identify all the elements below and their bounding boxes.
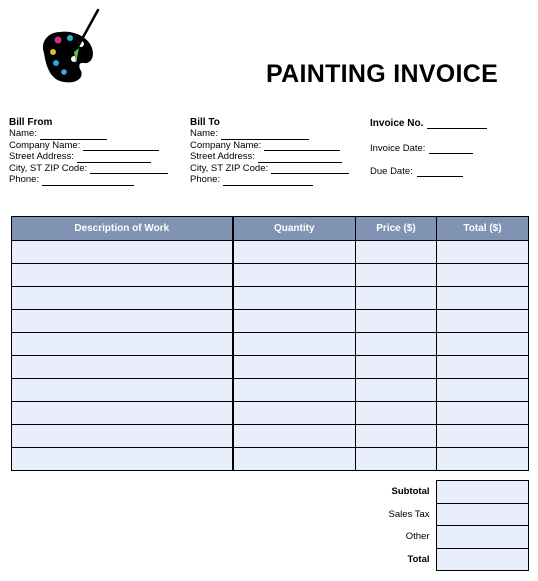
price-cell[interactable]	[356, 402, 437, 425]
total-cell[interactable]	[437, 264, 529, 287]
bill-to-company[interactable]	[190, 140, 349, 152]
quantity-cell[interactable]	[233, 287, 356, 310]
blank-line[interactable]	[83, 142, 159, 151]
price-cell[interactable]	[356, 379, 437, 402]
price-cell[interactable]	[356, 356, 437, 379]
description-cell[interactable]	[12, 379, 233, 402]
other-cell[interactable]	[436, 526, 528, 549]
due-date-label: Due Date:	[370, 166, 413, 177]
page-title: PAINTING INVOICE	[266, 60, 499, 88]
due-date-field[interactable]	[370, 166, 463, 177]
table-row	[12, 448, 529, 471]
blank-line[interactable]	[42, 177, 134, 186]
table-row	[12, 241, 529, 264]
quantity-cell[interactable]	[233, 425, 356, 448]
invoice-number-field[interactable]	[370, 118, 487, 129]
subtotal-cell[interactable]	[436, 481, 528, 504]
table-row	[12, 287, 529, 310]
quantity-cell[interactable]	[233, 310, 356, 333]
field-label: Phone:	[9, 174, 40, 185]
totals-row-total	[356, 548, 528, 571]
bill-from-name[interactable]	[9, 128, 168, 140]
price-cell[interactable]	[356, 287, 437, 310]
description-cell[interactable]	[12, 310, 233, 333]
price-cell[interactable]	[356, 425, 437, 448]
description-cell[interactable]	[12, 241, 233, 264]
quantity-cell[interactable]	[233, 241, 356, 264]
table-row	[12, 356, 529, 379]
field-label: City, ST ZIP Code:	[190, 162, 269, 174]
blank-line[interactable]	[264, 142, 340, 151]
total-cell[interactable]	[437, 310, 529, 333]
blank-line[interactable]	[429, 145, 473, 154]
invoice-number-label: Invoice No.	[370, 118, 424, 129]
bill-from-section	[9, 117, 168, 186]
total-label: Total	[407, 553, 430, 565]
line-items-table	[11, 216, 529, 471]
bill-to-heading: Bill To	[190, 117, 220, 128]
field-label: Name:	[190, 128, 218, 139]
description-cell[interactable]	[12, 402, 233, 425]
quantity-cell[interactable]	[233, 356, 356, 379]
bill-from-heading: Bill From	[9, 117, 53, 128]
field-label: Company Name:	[9, 139, 81, 151]
paint-palette-icon	[36, 8, 106, 88]
blank-line[interactable]	[417, 168, 463, 177]
table-body	[12, 241, 529, 471]
quantity-cell[interactable]	[233, 264, 356, 287]
bill-from-street[interactable]	[9, 151, 168, 163]
total-cell[interactable]	[437, 425, 529, 448]
table-row	[12, 402, 529, 425]
description-cell[interactable]	[12, 287, 233, 310]
total-cell[interactable]	[437, 402, 529, 425]
table-row	[12, 310, 529, 333]
totals-row-sales-tax	[356, 503, 528, 526]
column-header-total: Total ($)	[437, 217, 529, 241]
blank-line[interactable]	[90, 165, 168, 174]
table-row	[12, 264, 529, 287]
bill-from-city[interactable]	[9, 163, 168, 175]
price-cell[interactable]	[356, 264, 437, 287]
total-cell[interactable]	[437, 448, 529, 471]
field-label: Name:	[9, 128, 37, 139]
price-cell[interactable]	[356, 333, 437, 356]
bill-from-phone[interactable]	[9, 174, 168, 186]
blank-line[interactable]	[258, 154, 342, 163]
price-cell[interactable]	[356, 448, 437, 471]
field-label: Company Name:	[190, 139, 262, 151]
total-cell[interactable]	[437, 287, 529, 310]
total-cell[interactable]	[437, 333, 529, 356]
description-cell[interactable]	[12, 425, 233, 448]
field-label: Street Address:	[9, 151, 74, 162]
bill-to-section	[190, 117, 349, 186]
sales-tax-cell[interactable]	[436, 503, 528, 526]
bill-to-city[interactable]	[190, 163, 349, 175]
description-cell[interactable]	[12, 264, 233, 287]
blank-line[interactable]	[77, 154, 151, 163]
bill-to-name[interactable]	[190, 128, 349, 140]
table-row	[12, 379, 529, 402]
bill-to-phone[interactable]	[190, 174, 349, 186]
column-header-price: Price ($)	[356, 217, 437, 241]
total-cell[interactable]	[437, 379, 529, 402]
quantity-cell[interactable]	[233, 379, 356, 402]
total-cell[interactable]	[436, 548, 528, 571]
description-cell[interactable]	[12, 356, 233, 379]
blank-line[interactable]	[40, 131, 107, 140]
invoice-date-field[interactable]	[370, 143, 473, 154]
subtotal-label: Subtotal	[391, 486, 430, 498]
blank-line[interactable]	[427, 120, 487, 129]
table-row	[12, 333, 529, 356]
totals-row-other	[356, 526, 528, 549]
total-cell[interactable]	[437, 241, 529, 264]
field-label: Phone:	[190, 174, 221, 185]
quantity-cell[interactable]	[233, 333, 356, 356]
column-header-quantity: Quantity	[233, 217, 356, 241]
blank-line[interactable]	[221, 131, 309, 140]
quantity-cell[interactable]	[233, 448, 356, 471]
field-label: Street Address:	[190, 151, 255, 162]
total-cell[interactable]	[437, 356, 529, 379]
price-cell[interactable]	[356, 241, 437, 264]
description-cell[interactable]	[12, 333, 233, 356]
quantity-cell[interactable]	[233, 402, 356, 425]
sales-tax-label: Sales Tax	[388, 508, 430, 520]
totals-row-subtotal	[356, 481, 528, 504]
bill-to-street[interactable]	[190, 151, 349, 163]
column-header-description: Description of Work	[12, 217, 233, 241]
bill-from-company[interactable]	[9, 140, 168, 152]
table-header-row	[12, 217, 529, 241]
description-cell[interactable]	[12, 448, 233, 471]
other-label: Other	[405, 531, 430, 543]
table-row	[12, 425, 529, 448]
price-cell[interactable]	[356, 310, 437, 333]
blank-line[interactable]	[271, 165, 349, 174]
totals-table	[356, 480, 529, 571]
blank-line[interactable]	[223, 177, 313, 186]
invoice-date-label: Invoice Date:	[370, 143, 426, 154]
field-label: City, ST ZIP Code:	[9, 162, 88, 174]
